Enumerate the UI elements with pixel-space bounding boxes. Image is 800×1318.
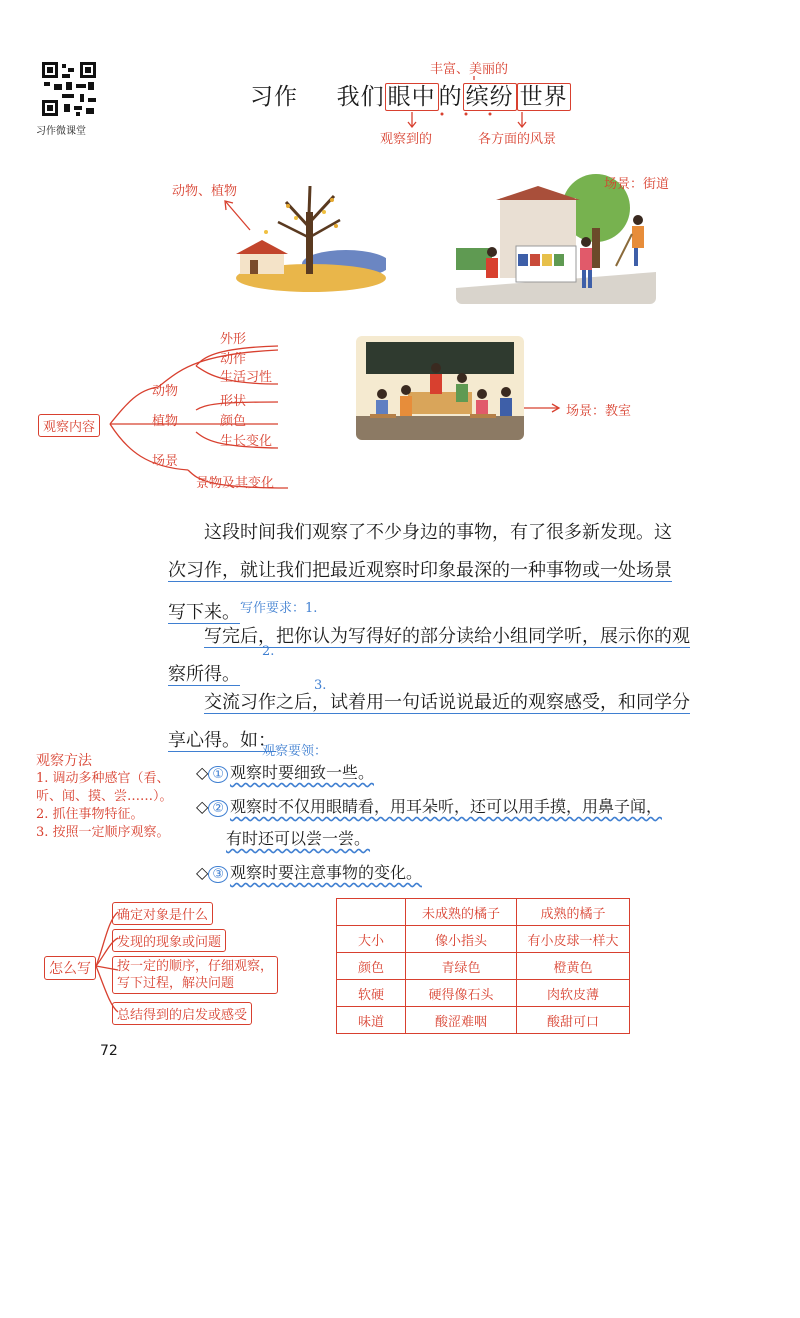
table-cell: 酸涩难咽 (406, 1007, 517, 1034)
table-row (337, 1007, 630, 1034)
paragraph-line: 写下来。 (168, 602, 240, 623)
table-header-row (337, 899, 630, 926)
table-cell: 软硬 (337, 980, 406, 1007)
qr-label: 习作微课堂 (36, 126, 86, 137)
mindmap-leaf: 形状 (220, 394, 247, 409)
page-number: 72 (100, 1043, 118, 1059)
classroom-note: 场景：教室 (566, 404, 632, 419)
howto-item: 总结得到的启发或感受 (112, 1002, 252, 1025)
paragraph-3 (168, 684, 698, 760)
tip-text: 观察时不仅用眼睛看，用耳朵听，还可以用手摸，用鼻子闻， (229, 797, 662, 816)
paragraph-line: 享心得。如： (168, 730, 276, 751)
title-box-1: 眼中 (385, 83, 439, 111)
table-cell: 酸甜可口 (517, 1007, 630, 1034)
mindmap-leaf: 外形 (220, 332, 247, 347)
howto-item-line: 写下过程，解决问题 (117, 976, 235, 991)
requirement-note-2: 2. (262, 644, 275, 659)
method-line: 3. 按照一定顺序观察。 (36, 825, 170, 840)
howto-item-line: 按一定的顺序，仔细观察， (117, 959, 274, 974)
title-box-2: 缤纷 (463, 83, 517, 111)
howto-item: 确定对象是什么 (112, 902, 213, 925)
table-row (337, 980, 630, 1007)
table-cell: 肉软皮薄 (517, 980, 630, 1007)
table-row (337, 953, 630, 980)
table-cell: 大小 (337, 926, 406, 953)
mindmap-branch-animal: 动物 (152, 384, 179, 399)
classroom-illustration (356, 336, 524, 440)
method-title: 观察方法 (36, 753, 92, 769)
title-arrows (370, 66, 570, 130)
requirement-note: 写作要求：1. (240, 601, 318, 616)
howto-item-multiline (112, 956, 278, 994)
method-line: 听、闻、摸、尝……）。 (36, 789, 173, 804)
qr-code-icon[interactable] (40, 60, 98, 118)
howto-root: 怎么写 (44, 956, 96, 980)
tip-text: 有时还可以尝一尝。 (226, 829, 371, 848)
paragraph-line: 交流习作之后，试着用一句话说说最近的观察感受，和同学分 (204, 692, 690, 713)
mindmap-leaf: 生长变化 (220, 434, 273, 449)
howto-item: 发现的现象或问题 (112, 929, 226, 952)
table-cell: 有小皮球一样大 (517, 926, 630, 953)
classroom-note-arrow (524, 400, 562, 416)
street-note: 场景：街道 (604, 177, 670, 192)
mindmap-leaf: 景物及其变化 (196, 476, 275, 491)
paragraph-1 (168, 514, 698, 632)
mindmap-leaf: 生活习性 (220, 370, 273, 385)
tips-note: 观察要领： (262, 744, 328, 759)
tip-1: ◇ ① 观察时要细致一些。 (196, 763, 374, 782)
method-line: 1. 调动多种感官（看、 (36, 771, 170, 786)
method-line: 2. 抓住事物特征。 (36, 807, 144, 822)
tip-2: ◇ ② 观察时不仅用眼睛看，用耳朵听，还可以用手摸，用鼻子闻， (196, 797, 662, 816)
table-header-cell: 成熟的橘子 (517, 899, 630, 926)
table-header-cell (337, 899, 406, 926)
table-cell: 颜色 (337, 953, 406, 980)
title-mid: 的 (438, 84, 463, 110)
table-cell: 硬得像石头 (406, 980, 517, 1007)
title-note-right: 各方面的风景 (478, 132, 557, 147)
tip-2-cont (226, 826, 370, 849)
table-header-cell: 未成熟的橘子 (406, 899, 517, 926)
paragraph-line: 次习作，就让我们把最近观察时印象最深的一种事物或一处场景 (168, 560, 672, 581)
tip-3: ◇ ③ 观察时要注意事物的变化。 (196, 863, 422, 882)
title-note-top: 丰富、美丽的 (430, 62, 509, 77)
title-part1: 我们 (336, 84, 385, 110)
observation-method (36, 752, 173, 842)
tip-text: 观察时要注意事物的变化。 (229, 863, 422, 882)
tip-text: 观察时要细致一些。 (229, 763, 374, 782)
title-prefix: 习作 (250, 84, 298, 110)
table-cell: 橙黄色 (517, 953, 630, 980)
autumn-tree-illustration (236, 182, 386, 294)
table-cell: 味道 (337, 1007, 406, 1034)
paragraph-line: 这段时间我们观察了不少身边的事物，有了很多新发现。这 (204, 522, 672, 543)
orange-comparison-table (336, 898, 630, 1034)
tree-note: 动物、植物 (172, 184, 238, 199)
mindmap-branch-scene: 场景 (152, 454, 179, 469)
paragraph-line: 察所得。 (168, 664, 240, 685)
table-row (337, 926, 630, 953)
title-box-3: 世界 (517, 83, 571, 111)
tip-number: ③ (208, 866, 228, 883)
paragraph-2 (168, 618, 698, 694)
paragraph-line: 写完后，把你认为写得好的部分读给小组同学听，展示你的观 (204, 626, 690, 647)
table-cell: 青绿色 (406, 953, 517, 980)
table-cell: 像小指头 (406, 926, 517, 953)
tip-number: ② (208, 800, 228, 817)
mindmap-root: 观察内容 (38, 414, 100, 437)
mindmap-leaf: 动作 (220, 352, 247, 367)
tip-number: ① (208, 766, 228, 783)
title-note-left: 观察到的 (380, 132, 433, 147)
mindmap-branch-plant: 植物 (152, 414, 179, 429)
requirement-note-3: 3. (314, 678, 327, 693)
mindmap-leaf: 颜色 (220, 414, 247, 429)
